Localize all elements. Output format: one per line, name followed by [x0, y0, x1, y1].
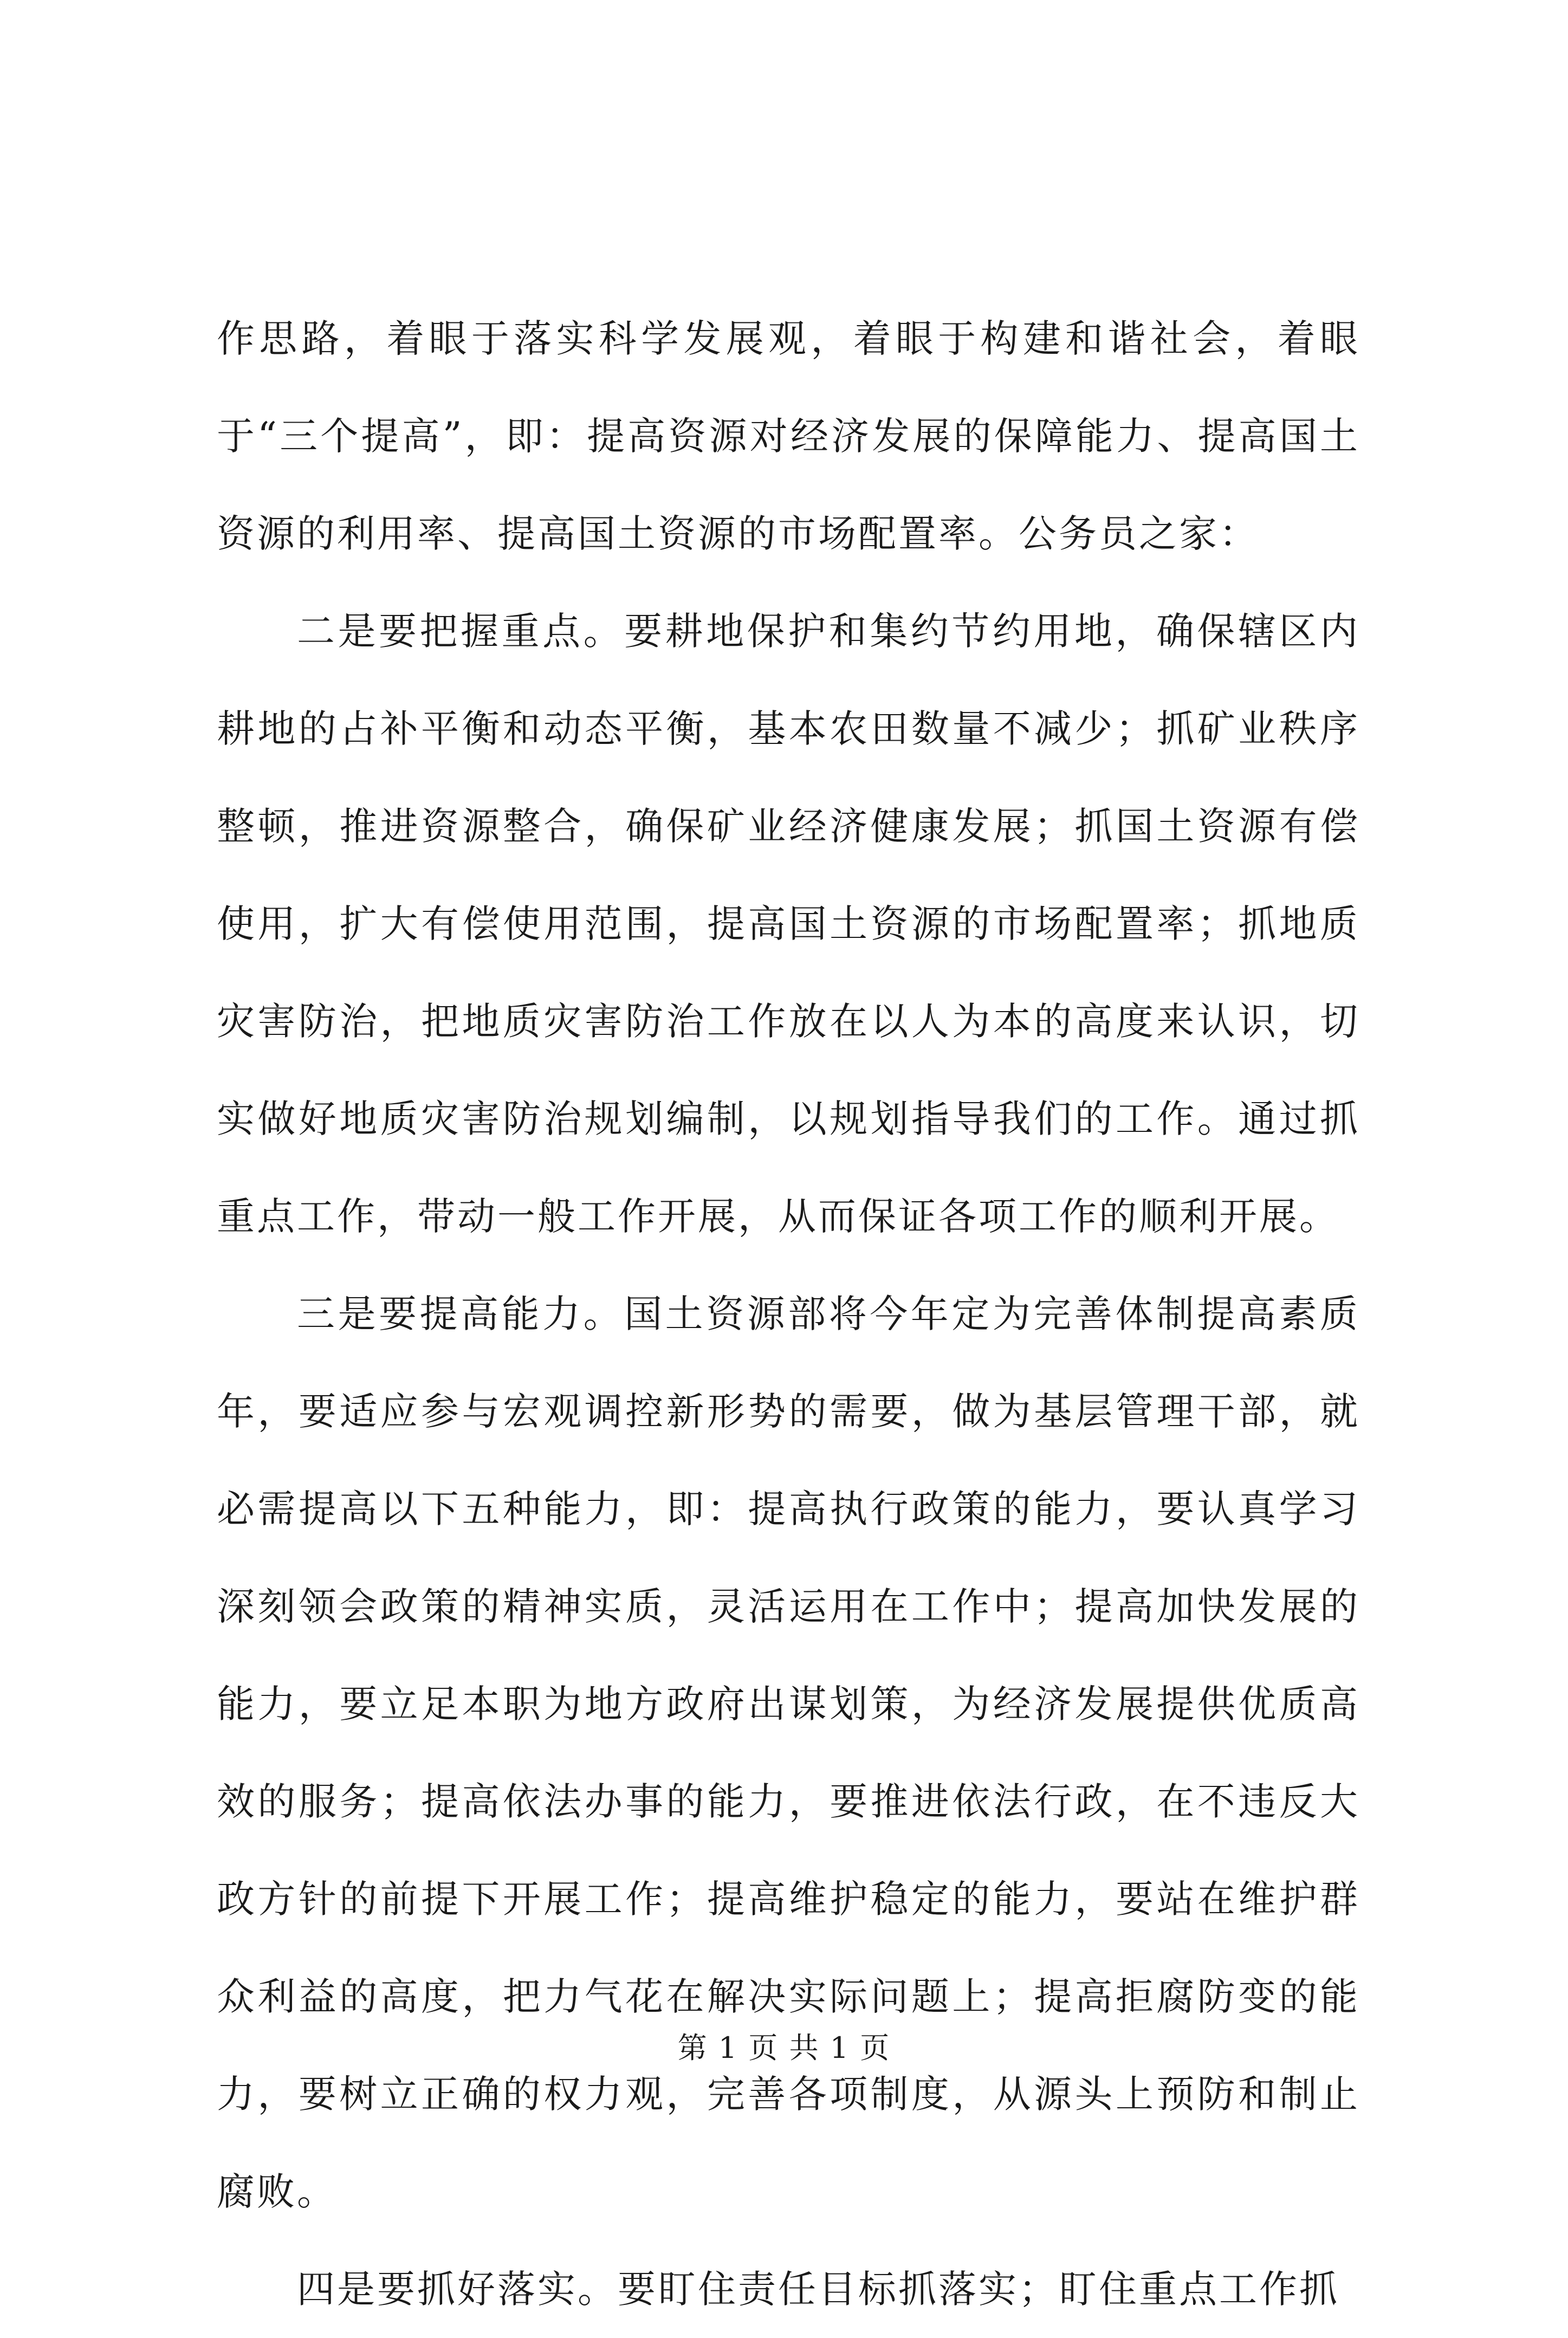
page-number-label: 第 1 页 共 1 页 — [677, 2031, 891, 2065]
paragraph-3: 三是要提高能力。国土资源部将今年定为完善体制提高素质年，要适应参与宏观调控新形势的需要，做为基层管理干部，就必需提高以下五种能力，即：提高执行政策的能力，要认真学习深刻领会政策的精神实质，灵活运用在工作中；提高加快发展的能力，要立足本职为地方政府出谋划策，为经济发展提供优质高效的服务；提高依法办事的能力，要推进依法行政，在不违反大政方针的前提下开展工作；提高维护稳定的能力，要站在维护群众利益的高度，把力气花在解决实际问题上；提高拒腐防变的能力，要树立正确的权力观，完善各项制度，从源头上预防和制止腐败。 — [217, 1292, 1360, 2214]
paragraph-1: 作思路，着眼于落实科学发展观，着眼于构建和谐社会，着眼于“三个提高”，即：提高资源对经济发展的保障能力、提高国土资源的利用率、提高国土资源的市场配置率。公务员之家： — [217, 316, 1360, 556]
page-footer — [0, 2029, 1568, 2067]
paragraph-2: 二是要把握重点。要耕地保护和集约节约用地，确保辖区内耕地的占补平衡和动态平衡，基本农田数量不减少；抓矿业秩序整顿，推进资源整合，确保矿业经济健康发展；抓国土资源有偿使用，扩大有偿使用范围，提高国土资源的市场配置率；抓地质灾害防治，把地质灾害防治工作放在以人为本的高度来认识，切实做好地质灾害防治规划编制，以规划指导我们的工作。通过抓重点工作，带动一般工作开展，从而保证各项工作的顺利开展。 — [217, 609, 1360, 1239]
paragraph-4: 四是要抓好落实。要盯住责任目标抓落实；盯住重点工作抓 — [297, 2267, 1339, 2311]
